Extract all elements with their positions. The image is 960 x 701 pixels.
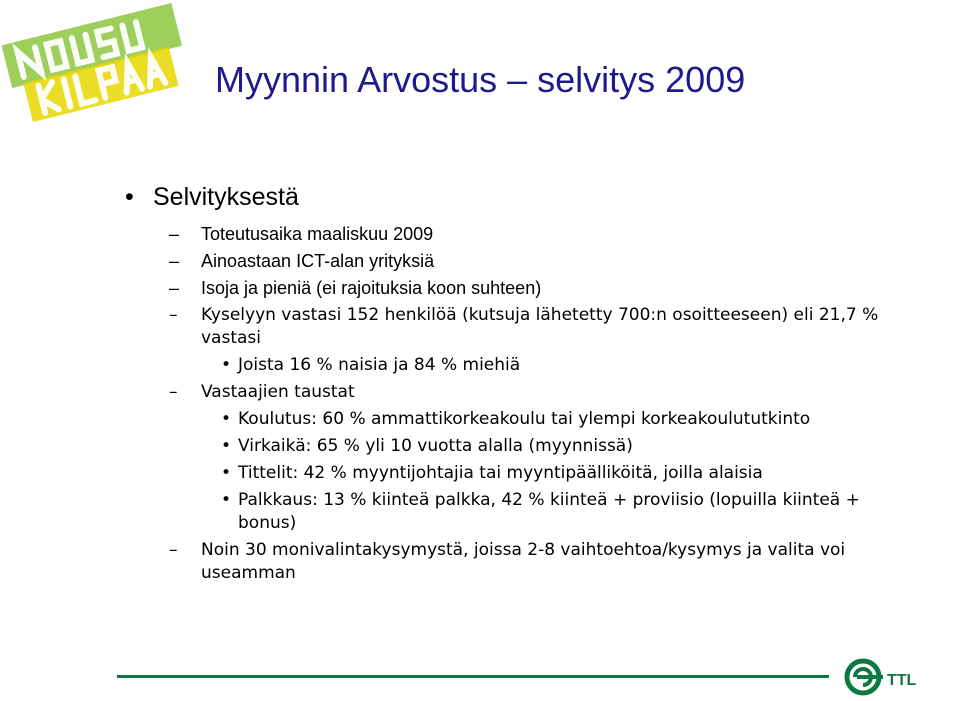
ttl-logo-text: TTL <box>887 672 917 689</box>
sub-bullet-item: • Palkkaus: 13 % kiinteä palkka, 42 % kiinteä + proviisio (lopuilla kiinteä + bonus) <box>221 490 860 533</box>
bullet-heading: • Selvityksestä <box>125 180 905 214</box>
ttl-logo <box>843 656 928 698</box>
bullet-text: Kyselyyn vastasi 152 henkilöä (kutsuja lähetetty 700:n osoitteeseen) eli 21,7 % vastasi <box>201 305 879 348</box>
sub-bullet-item: • Koulutus: 60 % ammattikorkeakoulu tai ylempi korkeakoulututkinto <box>221 409 811 429</box>
bullet-item: – Ainoastaan ICT-alan yrityksiä <box>169 251 435 271</box>
sub-bullet-text: Koulutus: 60 % ammattikorkeakoulu tai ylempi korkeakoulututkinto <box>238 409 811 429</box>
sub-bullet-text: Tittelit: 42 % myyntijohtajia tai myyntipäälliköitä, joilla alaisia <box>238 463 763 483</box>
sub-bullet-item: • Joista 16 % naisia ja 84 % miehiä <box>221 355 521 375</box>
bullet-text: Isoja ja pieniä (ei rajoituksia koon suhteen) <box>201 278 542 298</box>
sub-bullet-item: • Tittelit: 42 % myyntijohtajia tai myyntipäälliköitä, joilla alaisia <box>221 463 763 483</box>
bullet-text: Ainoastaan ICT-alan yrityksiä <box>201 251 435 271</box>
bullet-item: – Isoja ja pieniä (ei rajoituksia koon suhteen) <box>169 278 542 298</box>
sub-bullet-text: Joista 16 % naisia ja 84 % miehiä <box>238 355 521 375</box>
bullet-item: – Kyselyyn vastasi 152 henkilöä (kutsuja lähetetty 700:n osoitteeseen) eli 21,7 % vastasi <box>169 305 879 348</box>
slide-content <box>125 180 905 589</box>
footer-divider <box>117 675 829 678</box>
bullet-item: – Toteutusaika maaliskuu 2009 <box>169 224 434 244</box>
bullet-item: – Noin 30 monivalintakysymystä, joissa 2-8 vaihtoehtoa/kysymys ja valita voi useamman <box>169 540 846 583</box>
bullet-item: – Vastaajien taustat <box>169 382 355 402</box>
bullet-text: Noin 30 monivalintakysymystä, joissa 2-8 vaihtoehtoa/kysymys ja valita voi useamman <box>201 540 846 583</box>
sub-bullet-item: • Virkaikä: 65 % yli 10 vuotta alalla (myynnissä) <box>221 436 633 456</box>
bullet-text: Vastaajien taustat <box>201 382 355 402</box>
sub-bullet-text: Palkkaus: 13 % kiinteä palkka, 42 % kiinteä + proviisio (lopuilla kiinteä + bonus) <box>238 490 860 533</box>
sub-bullet-text: Virkaikä: 65 % yli 10 vuotta alalla (myynnissä) <box>238 436 633 456</box>
bullet-text: Toteutusaika maaliskuu 2009 <box>201 224 434 244</box>
nousu-kilpaan-logo <box>0 0 215 125</box>
slide-title: Myynnin Arvostus – selvitys 2009 <box>215 59 746 100</box>
